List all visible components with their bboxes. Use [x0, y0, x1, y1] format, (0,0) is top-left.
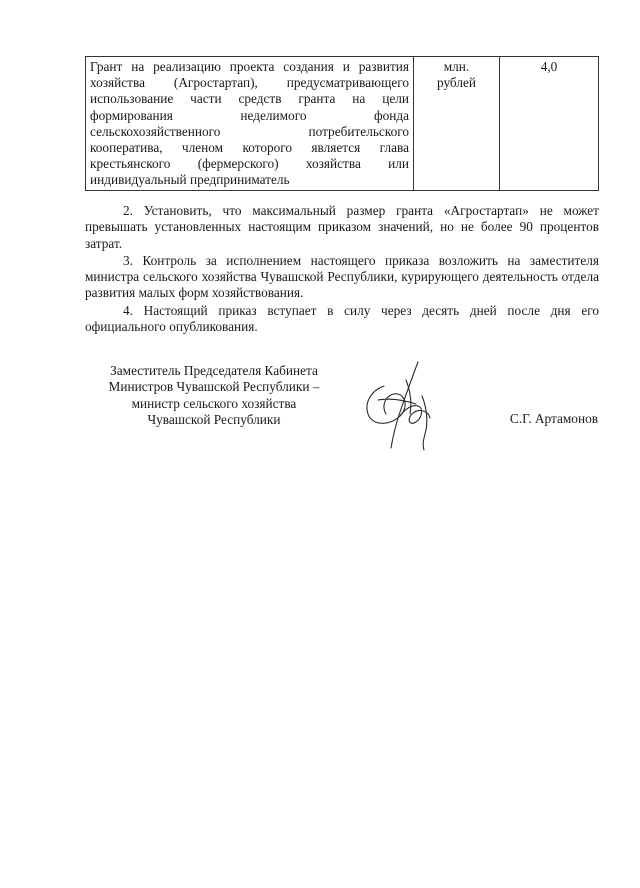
- grant-table: [85, 56, 599, 191]
- grant-description-line: Грант на реализацию проекта создания и развития: [90, 59, 409, 74]
- table-row: [86, 57, 599, 191]
- unit-text: рублей: [436, 75, 477, 91]
- grant-description-line: кооператива, членом которого является глава: [90, 140, 409, 156]
- unit-text: млн.: [443, 59, 470, 74]
- grant-description-cell: [86, 57, 414, 191]
- grant-description-line: использование части средств гранта на цели: [90, 91, 409, 107]
- signatory-position-line: Министров Чувашской Республики –: [108, 379, 320, 395]
- grant-description-line: формирования неделимого фонда: [90, 107, 409, 123]
- value-cell: 4,0: [500, 57, 599, 191]
- grant-description-line: индивидуальный предприниматель: [90, 172, 290, 188]
- grant-description-line: сельскохозяйственного потребительского: [90, 123, 409, 139]
- paragraph-2: 2. Установить, что максимальный размер гранта «Агростартап» не может превышать установленных настоящим приказом значений, но не более 90 процентов затрат.: [85, 203, 599, 251]
- signatory-position-line: министр сельского хозяйства: [131, 395, 297, 411]
- paragraph-4: 4. Настоящий приказ вступает в силу через десять дней после дня его официального опубликования.: [85, 302, 599, 335]
- paragraph-3: 3. Контроль за исполнением настоящего приказа возложить на заместителя министра сельского хозяйства Чувашской Республики, курирующего деятельность отдела развития малых форм хозяйствования.: [85, 252, 599, 301]
- grant-description-line: крестьянского (фермерского) хозяйства или: [90, 156, 409, 172]
- handwritten-signature: [360, 360, 450, 452]
- unit-cell: [414, 57, 500, 191]
- signatory-position-line: Чувашской Республики: [147, 411, 281, 427]
- signatory-position-line: Заместитель Председателя Кабинета: [110, 363, 318, 378]
- signatory-name: С.Г. Артамонов: [509, 411, 598, 426]
- order-paragraphs: [85, 203, 599, 336]
- grant-description-line: хозяйства (Агростартап), предусматривающего: [90, 75, 409, 91]
- signatory-position: [84, 363, 344, 428]
